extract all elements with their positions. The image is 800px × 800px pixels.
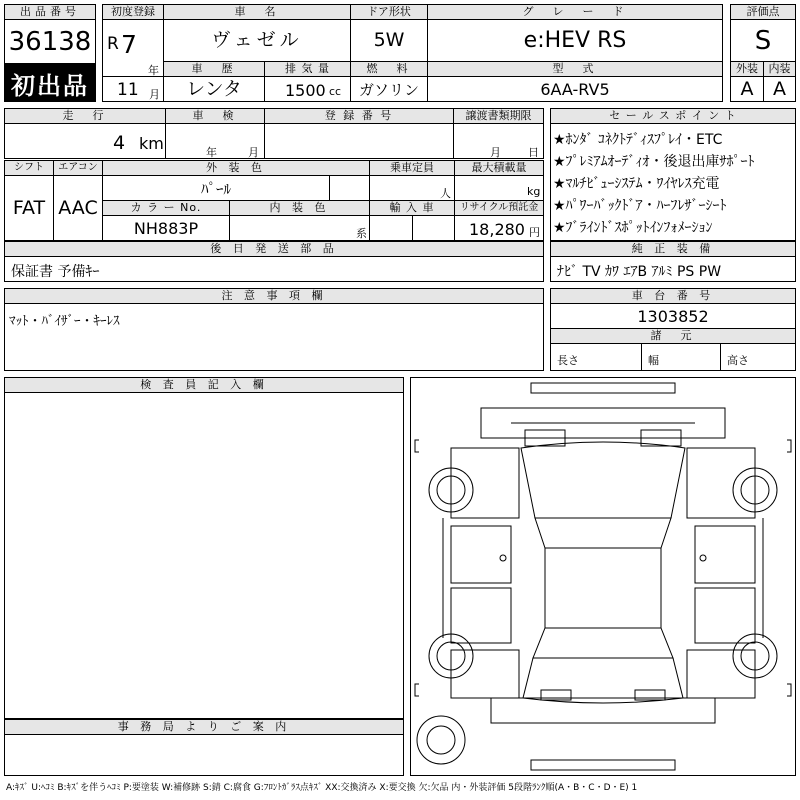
bumper-bottom bbox=[531, 760, 675, 770]
notes: ﾏｯﾄ・ﾊﾞｲｻﾞｰ・ｷｰﾚｽ bbox=[9, 314, 120, 329]
sales-points-cell bbox=[550, 123, 796, 241]
left-rear-fender bbox=[451, 650, 519, 698]
int-score-label: 内装 bbox=[763, 61, 796, 77]
int-color-cell bbox=[229, 215, 370, 241]
load-label: 最大積載量 bbox=[454, 160, 544, 176]
spec-length-label: 長さ bbox=[557, 354, 579, 367]
fuel-cell bbox=[350, 76, 428, 102]
model-cell bbox=[427, 76, 723, 102]
reg-year: 7 bbox=[121, 30, 137, 59]
recycle-fee: 18,280 bbox=[469, 220, 525, 239]
sales-point: ★ﾊﾟﾜｰﾊﾞｯｸﾄﾞｱ・ﾊｰﾌﾚｻﾞｰｼｰﾄ bbox=[553, 198, 727, 214]
sales-points-label: セ ー ル ス ポ イ ン ト bbox=[550, 108, 796, 124]
notes-label: 注 意 事 項 欄 bbox=[4, 288, 544, 304]
transfer-label: 譲渡書類期限 bbox=[453, 108, 544, 124]
lot-number-value bbox=[4, 19, 96, 64]
right-rear-door bbox=[695, 588, 755, 643]
left-front-fender bbox=[451, 448, 519, 518]
office-label: 事 務 局 よ り ご 案 内 bbox=[4, 719, 404, 735]
ext-color: ﾊﾟｰﾙ bbox=[200, 179, 231, 198]
door-cell bbox=[350, 19, 428, 62]
door-label: ドア形状 bbox=[350, 4, 428, 20]
displacement-unit: cc bbox=[329, 85, 342, 98]
reg-no-cell bbox=[264, 123, 454, 159]
sales-point: ★ﾎﾝﾀﾞ ｺﾈｸﾄﾃﾞｨｽﾌﾟﾚｲ・ETC bbox=[553, 132, 723, 148]
color-no-label: カ ラ ー No. bbox=[102, 200, 230, 216]
right-front-door bbox=[695, 526, 755, 583]
shift-label: シフト bbox=[4, 160, 54, 176]
hood bbox=[521, 442, 685, 518]
equipment-cell bbox=[550, 256, 796, 282]
ext-color-extra-cell bbox=[329, 175, 370, 201]
ext-color-label: 外 装 色 bbox=[102, 160, 370, 176]
history: レンタ bbox=[186, 77, 242, 100]
aircon: AAC bbox=[58, 196, 98, 219]
mileage-cell bbox=[4, 123, 166, 159]
model: 6AA-RV5 bbox=[540, 79, 610, 99]
capacity-cell bbox=[369, 175, 455, 201]
left-rear-door bbox=[451, 588, 511, 643]
inspection-month-unit: 月 bbox=[248, 146, 259, 159]
capacity-unit: 人 bbox=[440, 187, 451, 200]
car-name-label: 車 名 bbox=[163, 4, 351, 20]
chassis-label: 車 台 番 号 bbox=[550, 288, 796, 304]
spec-width-label: 幅 bbox=[648, 354, 659, 367]
later-parts-cell bbox=[4, 256, 544, 282]
ext-color-cell bbox=[102, 175, 330, 201]
sales-point: ★ﾌﾟﾚﾐｱﾑｵｰﾃﾞｨｵ・後退出庫ｻﾎﾟｰﾄ bbox=[553, 154, 755, 170]
first-reg-label: 初度登録 bbox=[102, 4, 164, 20]
capacity-label: 乗車定員 bbox=[369, 160, 455, 176]
specs-label: 諸 元 bbox=[550, 328, 796, 344]
int-score: A bbox=[773, 77, 786, 100]
displacement: 1500 bbox=[285, 81, 326, 100]
left-front-door bbox=[451, 526, 511, 583]
inspection-year-unit: 年 bbox=[206, 146, 217, 159]
grade-cell bbox=[427, 19, 723, 62]
mileage-unit: km bbox=[139, 134, 164, 153]
lot-number-label: 出品番号 bbox=[4, 4, 96, 20]
transfer-day-unit: 日 bbox=[528, 146, 539, 159]
chassis-number: 1303852 bbox=[637, 306, 709, 326]
inspection-cell bbox=[165, 123, 265, 159]
later-parts: 保証書 予備ｷｰ bbox=[11, 264, 100, 280]
load-cell bbox=[454, 175, 544, 201]
equipment-label: 純 正 装 備 bbox=[550, 241, 796, 257]
fuel-label: 燃 料 bbox=[350, 61, 428, 77]
reg-month: 11 bbox=[117, 80, 139, 100]
inspector-area bbox=[4, 392, 404, 719]
later-parts-label: 後 日 発 送 部 品 bbox=[4, 241, 544, 257]
door-type: 5W bbox=[373, 29, 405, 51]
import-cell-2 bbox=[412, 215, 455, 241]
grade: e:HEV RS bbox=[523, 27, 627, 53]
color-no: NH883P bbox=[133, 218, 199, 238]
notes-cell bbox=[4, 303, 544, 371]
int-score-cell bbox=[763, 76, 796, 102]
legend: A:ｷｽﾞ U:ﾍｺﾐ B:ｷｽﾞを伴うﾍｺﾐ P:要塗装 W:補修跡 S:錆 C:腐食 G:ﾌﾛﾝﾄｶﾞﾗｽ点ｷｽﾞ XX:交換済み X:要交換 欠:欠品 内・外装評価 5段階ﾗﾝｸ順(A・B・C・D・E) 1 bbox=[6, 783, 638, 793]
office-area bbox=[4, 734, 404, 776]
lot-number: 36138 bbox=[8, 26, 92, 57]
reg-no-label: 登 録 番 号 bbox=[264, 108, 454, 124]
load-unit: kg bbox=[527, 185, 541, 198]
mileage: 4 bbox=[113, 132, 126, 154]
equipment: ﾅﾋﾞ TV ｶﾜ ｴｱB ｱﾙﾐ PS PW bbox=[557, 264, 722, 280]
car-diagram bbox=[411, 378, 795, 775]
inspector-label: 検 査 員 記 入 欄 bbox=[4, 377, 404, 393]
spec-height-label: 高さ bbox=[727, 354, 749, 367]
first-reg-year-cell bbox=[102, 19, 164, 77]
recycle-cell bbox=[454, 215, 544, 241]
month-unit: 月 bbox=[149, 88, 160, 101]
sales-point: ★ﾌﾞﾗｲﾝﾄﾞｽﾎﾟｯﾄｲﾝﾌｫﾒｰｼｮﾝ bbox=[553, 220, 713, 236]
year-unit: 年 bbox=[148, 64, 159, 77]
int-color-label: 内 装 色 bbox=[229, 200, 370, 216]
car-diagram-frame bbox=[410, 377, 796, 776]
sales-point: ★ﾏﾙﾁﾋﾞｭｰｼｽﾃﾑ・ﾜｲﾔﾚｽ充電 bbox=[553, 176, 720, 192]
recycle-label: リサイクル預託金 bbox=[454, 200, 544, 216]
mileage-label: 走 行 bbox=[4, 108, 166, 124]
history-cell bbox=[163, 76, 265, 102]
history-label: 車 歴 bbox=[163, 61, 265, 77]
shift: FAT bbox=[12, 196, 46, 219]
ext-score: A bbox=[740, 77, 754, 100]
import-label: 輸 入 車 bbox=[369, 200, 455, 216]
right-rear-fender bbox=[687, 650, 755, 698]
displacement-label: 排 気 量 bbox=[264, 61, 351, 77]
inspection-label: 車 検 bbox=[165, 108, 265, 124]
grade-label: グ レ ー ド bbox=[427, 4, 723, 20]
import-cell-1 bbox=[369, 215, 413, 241]
recycle-unit: 円 bbox=[529, 226, 540, 239]
fuel: ガソリン bbox=[358, 80, 419, 99]
spare-wheel bbox=[417, 716, 465, 764]
spec-length-cell bbox=[550, 343, 642, 371]
ext-score-label: 外装 bbox=[730, 61, 764, 77]
model-label: 型 式 bbox=[427, 61, 723, 77]
transfer-month-unit: 月 bbox=[490, 146, 501, 159]
chassis-cell bbox=[550, 303, 796, 329]
score-cell bbox=[730, 19, 796, 62]
first-reg-month-cell bbox=[102, 76, 164, 102]
score-label: 評価点 bbox=[730, 4, 796, 20]
car-name-cell bbox=[163, 19, 351, 62]
aircon-label: エアコン bbox=[53, 160, 103, 176]
ext-score-cell bbox=[730, 76, 764, 102]
score: S bbox=[754, 25, 772, 56]
aircon-cell bbox=[53, 175, 103, 241]
displacement-cell bbox=[264, 76, 351, 102]
era: R bbox=[107, 34, 119, 54]
roof bbox=[545, 548, 661, 628]
right-front-fender bbox=[687, 448, 755, 518]
rear-section bbox=[491, 698, 715, 723]
car-name: ヴェゼル bbox=[211, 29, 303, 51]
spec-width-cell bbox=[641, 343, 721, 371]
transfer-cell bbox=[453, 123, 544, 159]
spec-height-cell bbox=[720, 343, 796, 371]
shift-cell bbox=[4, 175, 54, 241]
color-no-cell bbox=[102, 215, 230, 241]
trunk bbox=[523, 658, 683, 703]
first-listing-badge: 初出品 bbox=[4, 64, 96, 102]
int-color-unit: 系 bbox=[356, 227, 367, 240]
bumper-top bbox=[531, 383, 675, 393]
